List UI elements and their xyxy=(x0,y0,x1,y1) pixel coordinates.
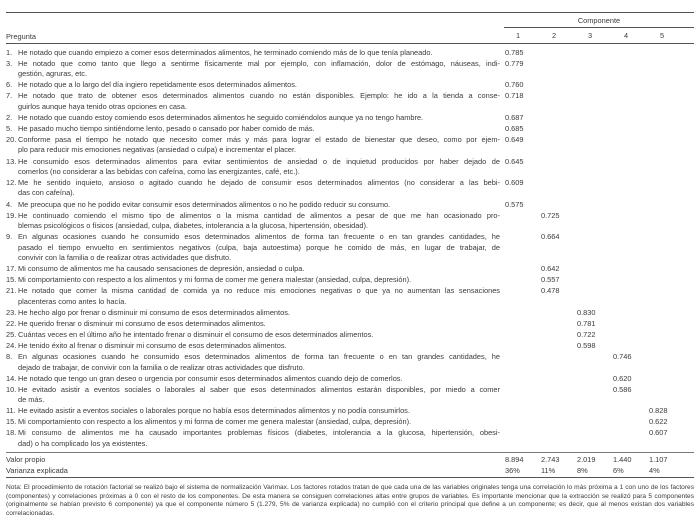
item-text-line: dad) o ha complicado los ya existentes. xyxy=(18,438,148,448)
item-text xyxy=(18,341,500,351)
component-header-3: 3 xyxy=(587,30,593,40)
table-row xyxy=(6,352,694,373)
item-text-line: He tenido éxito al frenar o disminuir mi consumo de esos determinados alimentos. xyxy=(18,341,287,351)
item-text-line: Cuántas veces en el último año he intentado frenar o disminuir el consumo de esos determinados alimentos. xyxy=(18,329,374,339)
component-header-5: 5 xyxy=(659,30,665,40)
table-row xyxy=(6,385,694,406)
item-text-line: En algunas ocasiones cuando he consumido esos determinados alimentos de forma tan frecuente o en tan grandes cantidades, he xyxy=(18,232,500,242)
item-text xyxy=(18,59,500,80)
loading-cell-2: 0.664 xyxy=(541,232,560,242)
item-text-line: He pasado mucho tiempo sintiéndome lento, pesado o cansado por haber comido de más. xyxy=(18,123,315,133)
item-text xyxy=(18,374,500,384)
item-text xyxy=(18,264,500,274)
item-number: 18. xyxy=(6,428,17,438)
item-text-line: Mi comportamiento con respecto a los alimentos y mi forma de comer me genera malestar (ansiedad, culpa, depresión). xyxy=(18,275,412,285)
summary-value-4: 1.440 xyxy=(613,455,632,465)
component-header-4: 4 xyxy=(623,30,629,40)
table-row xyxy=(6,428,694,449)
item-text xyxy=(18,352,500,373)
table-row xyxy=(6,341,694,351)
table-row xyxy=(6,135,694,156)
item-text-line: He hecho algo por frenar o disminuir mi consumo de esos determinados alimentos. xyxy=(18,307,290,317)
item-text xyxy=(18,211,500,232)
loading-cell-1: 0.575 xyxy=(505,199,524,209)
summary-value-3: 8% xyxy=(577,465,588,475)
item-number: 2. xyxy=(6,112,13,122)
table-row xyxy=(6,232,694,263)
item-number: 17. xyxy=(6,264,17,274)
loading-cell-1: 0.687 xyxy=(505,112,524,122)
table-row xyxy=(6,48,694,58)
summary-value-4: 6% xyxy=(613,465,624,475)
item-number: 13. xyxy=(6,156,17,166)
loading-cell-1: 0.609 xyxy=(505,178,524,188)
loading-cell-1: 0.785 xyxy=(505,47,524,57)
factor-loadings-table xyxy=(6,12,694,518)
item-text xyxy=(18,319,500,329)
item-text-line: de más. xyxy=(18,395,45,405)
loading-cell-3: 0.830 xyxy=(577,307,596,317)
item-text xyxy=(18,417,500,427)
table-row xyxy=(6,374,694,384)
item-text-line: He notado que cuando estoy comiendo esos determinados alimentos he seguido comiéndolos aunque ya no tengo hambre. xyxy=(18,112,424,122)
item-text xyxy=(18,157,500,178)
loading-cell-1: 0.649 xyxy=(505,135,524,145)
table-row xyxy=(6,178,694,199)
item-text-line: He evitado asistir a eventos sociales o laborales porque no había esos determinados alimentos y no podía consumirlos. xyxy=(18,406,410,416)
loading-cell-3: 0.722 xyxy=(577,329,596,339)
item-text xyxy=(18,91,500,112)
item-number: 15. xyxy=(6,275,17,285)
item-number: 5. xyxy=(6,123,13,133)
item-text-line: gestión, agruras, etc. xyxy=(18,69,88,79)
loading-cell-2: 0.725 xyxy=(541,210,560,220)
table-row xyxy=(6,91,694,112)
summary-label: Valor propio xyxy=(6,455,46,465)
item-text-line: He notado que a lo largo del día ingiero repetidamente esos determinados alimentos. xyxy=(18,80,297,90)
component-group-header xyxy=(6,13,694,29)
item-text-line: Mi consumo de alimentos me ha causado sensaciones de depresión, ansiedad o culpa. xyxy=(18,264,305,274)
item-text-line: das con cafeína). xyxy=(18,188,75,198)
table-row xyxy=(6,113,694,123)
item-text-line: dejado de trabajar, de convivir con la familia o de realizar otras actividades que disfruto. xyxy=(18,362,305,372)
item-text-line: convivir con la familia o de realizar otras actividades que disfruto. xyxy=(18,252,232,262)
item-text-line: Me preocupa que no he podido evitar consumir esos determinados alimentos o no he podido reducir su consumo. xyxy=(18,199,391,209)
item-number: 21. xyxy=(6,286,17,296)
loading-cell-4: 0.620 xyxy=(613,373,632,383)
item-number: 19. xyxy=(6,210,17,220)
item-number: 1. xyxy=(6,47,13,57)
item-text-line: placenteras como antes lo hacía. xyxy=(18,296,127,306)
summary-value-5: 1.107 xyxy=(649,455,668,465)
table-body xyxy=(6,44,694,453)
table-row xyxy=(6,80,694,90)
item-text-line: Mi consumo de alimentos me ha causado importantes problemas físicos (diabetes, intolerancia a la glucosa, hipertensión, obesi- xyxy=(18,428,500,438)
table-row xyxy=(6,417,694,427)
item-number: 20. xyxy=(6,135,17,145)
item-number: 9. xyxy=(6,232,13,242)
question-header: Pregunta xyxy=(6,31,36,41)
loading-cell-5: 0.607 xyxy=(649,428,668,438)
summary-value-1: 36% xyxy=(505,465,520,475)
item-text-line: En algunas ocasiones cuando he consumido esos determinados alimentos de forma tan frecuente o en tan grandes cantidades, he xyxy=(18,352,500,362)
loading-cell-1: 0.685 xyxy=(505,123,524,133)
item-text xyxy=(18,200,500,210)
item-number: 15. xyxy=(6,417,17,427)
table-row xyxy=(6,286,694,307)
component-group-label: Componente xyxy=(577,16,621,25)
loading-cell-1: 0.718 xyxy=(505,91,524,101)
item-text xyxy=(18,135,500,156)
item-text-line: He consumido esos determinados alimentos para evitar sentimientos de ansiedad o de inquietud producidos por haber dejado de xyxy=(18,156,500,166)
summary-value-3: 2.019 xyxy=(577,455,596,465)
item-number: 23. xyxy=(6,307,17,317)
item-text-line: guirlos aunque haya tenido otras opciones en casa. xyxy=(18,101,187,111)
item-text-line: He notado que cuando empiezo a comer esos determinados alimentos, he terminado comiendo más de lo que tenía planeado. xyxy=(18,47,433,57)
item-number: 22. xyxy=(6,318,17,328)
loading-cell-1: 0.760 xyxy=(505,80,524,90)
item-text xyxy=(18,232,500,263)
item-number: 24. xyxy=(6,341,17,351)
item-text-line: Me he sentido inquieto, ansioso o agitado cuando he dejado de consumir esos determinados alimentos (no considerar a las bebi- xyxy=(18,178,500,188)
item-text-line: He notado que comer la misma cantidad de comida ya no reduce mis emociones negativas o que ya no aumentan las sensaciones xyxy=(18,286,500,296)
table-row xyxy=(6,319,694,329)
item-text xyxy=(18,275,500,285)
loading-cell-4: 0.586 xyxy=(613,384,632,394)
item-number: 4. xyxy=(6,199,13,209)
loading-cell-1: 0.645 xyxy=(505,156,524,166)
table-row xyxy=(6,406,694,416)
item-text-line: pasado el tiempo envuelto en sentimientos negativos (culpa, baja autoestima) porque he comido de más, en lugar de trabajar, de xyxy=(18,242,500,252)
item-number: 10. xyxy=(6,384,17,394)
item-text xyxy=(18,80,500,90)
item-text-line: He notado que como tanto que llego a sentirme físicamente mal por ejemplo, con inflamación, dolor de estómago, náuseas, indi- xyxy=(18,58,500,68)
summary-value-2: 11% xyxy=(541,465,556,475)
loading-cell-4: 0.746 xyxy=(613,352,632,362)
table-row xyxy=(6,200,694,210)
loading-cell-2: 0.557 xyxy=(541,275,560,285)
item-number: 8. xyxy=(6,352,13,362)
loading-cell-5: 0.622 xyxy=(649,417,668,427)
table-row xyxy=(6,330,694,340)
summary-value-2: 2.743 xyxy=(541,455,560,465)
item-number: 25. xyxy=(6,329,17,339)
item-text-line: He notado que tengo un gran deseo o urgencia por consumir esos determinados alimentos cuando dejo de comerlos. xyxy=(18,373,403,383)
summary-value-5: 4% xyxy=(649,465,660,475)
component-group-rule xyxy=(504,27,694,28)
table-row xyxy=(6,124,694,134)
item-number: 3. xyxy=(6,58,13,68)
item-text xyxy=(18,286,500,307)
item-text xyxy=(18,330,500,340)
summary-label: Varianza explicada xyxy=(6,465,68,475)
table-summary xyxy=(6,453,694,478)
component-header-2: 2 xyxy=(551,30,557,40)
item-text-line: Conforme pasa el tiempo he notado que necesito comer más y más para lograr el estado de bienestar que deseo, como por ejem- xyxy=(18,135,500,145)
item-text xyxy=(18,124,500,134)
summary-row xyxy=(6,455,694,465)
item-text-line: He notado que trato de obtener esos determinados alimentos cuando no están disponibles. Ejemplo: he ido a la tienda a conse- xyxy=(18,91,500,101)
item-text xyxy=(18,113,500,123)
item-number: 6. xyxy=(6,80,13,90)
loading-cell-2: 0.478 xyxy=(541,286,560,296)
item-text xyxy=(18,428,500,449)
item-text-line: He evitado asistir a eventos sociales o laborales al saber que esos determinados alimentos estarán disponibles, por miedo a comer xyxy=(18,384,500,394)
loading-cell-3: 0.781 xyxy=(577,318,596,328)
item-text-line: blemas psicológicos o físicos (ansiedad, culpa, diabetes, intolerancia a la glucosa, hipertensión, obesidad). xyxy=(18,221,369,231)
table-row xyxy=(6,275,694,285)
table-row xyxy=(6,264,694,274)
table-row xyxy=(6,59,694,80)
header-row xyxy=(6,29,694,44)
table-note: Nota: El procedimiento de rotación factorial se realizó bajo el sistema de normalización Varimax. Los factores rotados tratan de que cada una de las variables originales tenga una correlación lo más próxima a 1 con uno de los factores (componentes) y correlaciones próximas a 0 con el resto de los componentes. De esta manera se consiguen correlaciones altas entre grupos de variables. Es importante mencionar que la extracción se realizó para 5 componentes (originalmente se habían previsto 6 componente) ya que el componente número 5 (1.279, 5% de varianza explicada) no cumplió con el criterio principal que define a un componente; es decir, que al menos existan dos variables correlacionadas. xyxy=(6,484,694,517)
loading-cell-2: 0.642 xyxy=(541,264,560,274)
item-text xyxy=(18,48,500,58)
loading-cell-5: 0.828 xyxy=(649,406,668,416)
summary-value-1: 8.894 xyxy=(505,455,524,465)
item-text-line: He continuado comiendo el mismo tipo de alimentos o la misma cantidad de alimentos a pesar de que me han ocasionado pro- xyxy=(18,210,500,220)
item-text xyxy=(18,308,500,318)
summary-row xyxy=(6,466,694,476)
component-header-1: 1 xyxy=(515,30,521,40)
item-text-line: plo para reducir mis emociones negativas (ansiedad o culpa) e incrementar el placer. xyxy=(18,145,297,155)
item-number: 7. xyxy=(6,91,13,101)
item-number: 12. xyxy=(6,178,17,188)
item-text-line: comerlos (no considerar a las bebidas con cafeína, como las energizantes, café, etc.). xyxy=(18,166,300,176)
loading-cell-1: 0.779 xyxy=(505,58,524,68)
table-row xyxy=(6,157,694,178)
table-row xyxy=(6,308,694,318)
item-text-line: Mi comportamiento con respecto a los alimentos y mi forma de comer me genera malestar (ansiedad, culpa, depresión). xyxy=(18,417,412,427)
table-row xyxy=(6,211,694,232)
item-number: 14. xyxy=(6,373,17,383)
item-number: 11. xyxy=(6,406,16,416)
loading-cell-3: 0.598 xyxy=(577,341,596,351)
item-text xyxy=(18,385,500,406)
item-text xyxy=(18,406,500,416)
item-text xyxy=(18,178,500,199)
item-text-line: He querido frenar o disminuir mi consumo de esos determinados alimentos. xyxy=(18,318,266,328)
